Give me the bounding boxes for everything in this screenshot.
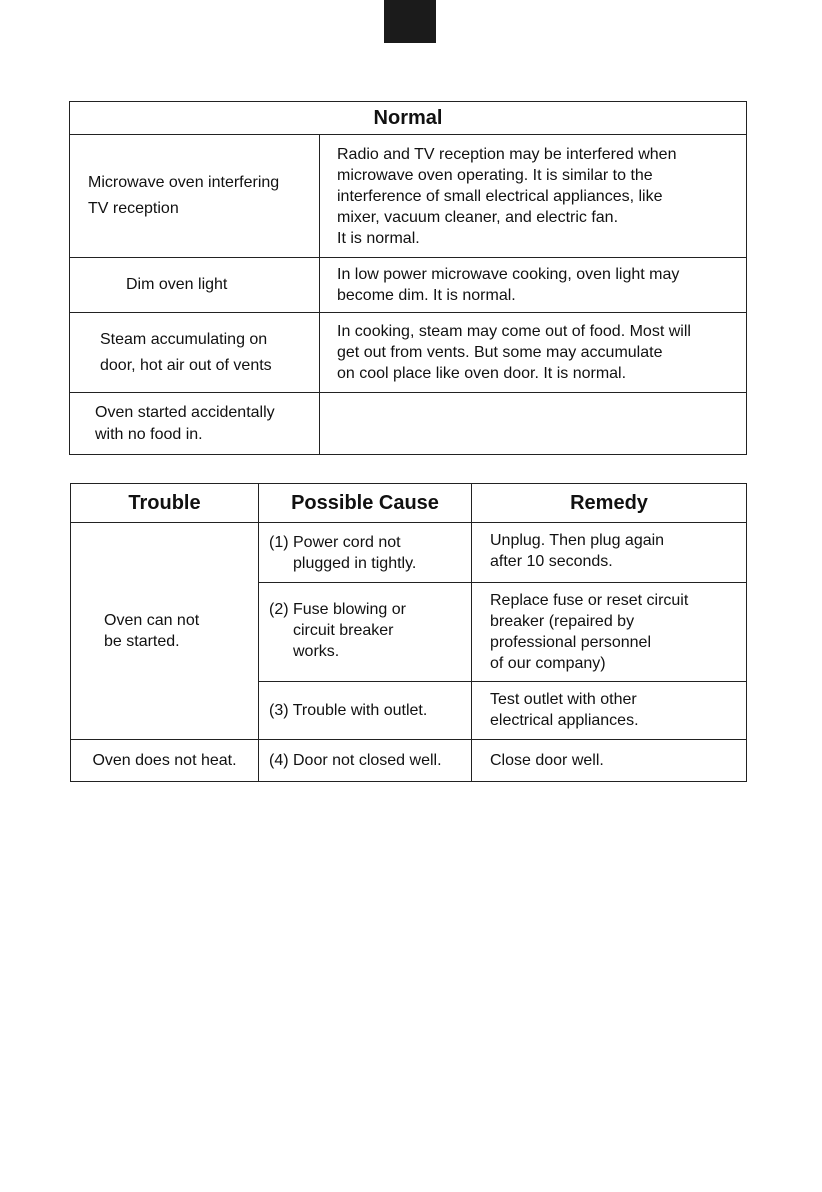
remedy-text: Test outlet with other electrical appliances. (490, 691, 639, 729)
cause-cell (259, 682, 472, 740)
remedy-text: Unplug. Then plug again after 10 seconds. (490, 532, 665, 570)
normal-symptom-text: Microwave oven interfering TV reception (88, 174, 280, 217)
cause-cell (259, 740, 472, 782)
normal-symptom-cell (70, 313, 320, 393)
remedy-cell (472, 583, 747, 682)
cause-column-header: Possible Cause (259, 484, 472, 523)
normal-conditions-table (69, 101, 747, 455)
normal-row (70, 313, 747, 393)
remedy-cell (472, 682, 747, 740)
normal-row (70, 393, 747, 455)
cause-text: (1) Power cord not (269, 534, 401, 551)
remedy-text: Replace fuse or reset circuit breaker (repaired by professional personnel of our company) (490, 592, 689, 672)
remedy-cell (472, 523, 747, 583)
remedy-text: Close door well. (490, 752, 604, 769)
normal-symptom-text: Steam accumulating on door, hot air out of vents (100, 330, 272, 374)
trouble-cell (71, 523, 259, 740)
normal-explanation-text: Radio and TV reception may be interfered when microwave oven operating. It is similar to the interference of small electrical appliances, like mixer, vacuum cleaner, and electric fan. It is normal. (337, 145, 677, 247)
normal-explanation-cell (320, 258, 747, 313)
trouble-row (71, 523, 747, 583)
cause-text: (4) Door not closed well. (269, 752, 442, 769)
trouble-cell (71, 740, 259, 782)
normal-table-title: Normal (70, 102, 747, 135)
remedy-column-header: Remedy (472, 484, 747, 523)
trouble-text: Oven does not heat. (92, 751, 237, 769)
cause-text-continued: plugged in tightly. (293, 555, 417, 572)
cause-text: (3) Trouble with outlet. (269, 702, 428, 719)
normal-explanation-cell (320, 393, 747, 455)
normal-symptom-text: Dim oven light (126, 276, 228, 293)
trouble-text: Oven can not be started. (104, 612, 200, 650)
normal-explanation-cell (320, 135, 747, 258)
remedy-cell (472, 740, 747, 782)
normal-symptom-cell (70, 135, 320, 258)
normal-explanation-cell (320, 313, 747, 393)
normal-table-header-row (70, 102, 747, 135)
cause-cell (259, 523, 472, 583)
normal-symptom-text: Oven started accidentally with no food in. (95, 403, 275, 443)
normal-row (70, 135, 747, 258)
trouble-row (71, 740, 747, 782)
cause-text: (2) Fuse blowing or (269, 601, 406, 618)
cause-cell (259, 583, 472, 682)
normal-explanation-text: In cooking, steam may come out of food. Most will get out from vents. But some may accumulate on cool place like oven door. It is normal. (337, 323, 691, 382)
page-marker-tab (384, 0, 436, 43)
normal-symptom-cell (70, 393, 320, 455)
troubleshooting-table (70, 483, 747, 782)
trouble-column-header: Trouble (71, 484, 259, 523)
normal-explanation-text: In low power microwave cooking, oven light may become dim. It is normal. (337, 266, 680, 304)
normal-symptom-cell (70, 258, 320, 313)
trouble-table-header-row (71, 484, 747, 523)
cause-text-continued: circuit breaker works. (293, 622, 394, 660)
normal-row (70, 258, 747, 313)
